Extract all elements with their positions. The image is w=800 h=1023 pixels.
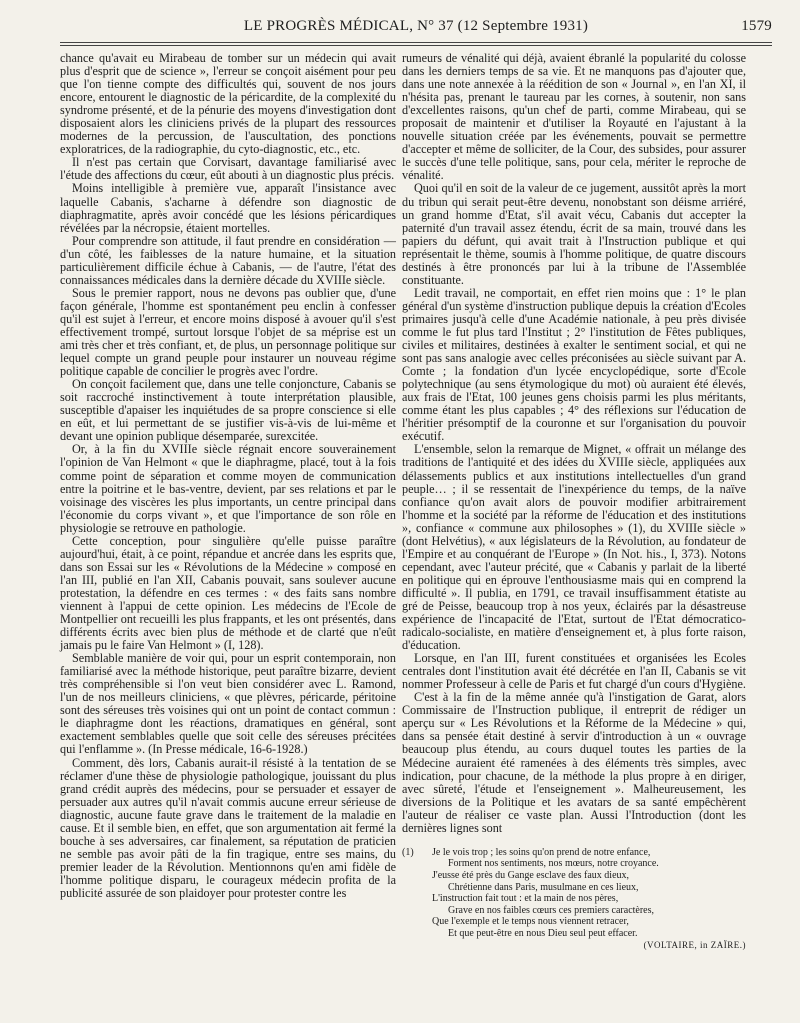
paragraph: C'est à la fin de la même année qu'à l'instigation de Garat, alors Commissaire de l'Instruction publique, il entreprit de rédiger un aperçu sur « Les Révolutions et la Réforme de la Médecine » qui, dans sa pensée était destiné à servir d'introduction à un « ouvrage beaucoup plus étendu, au cours duquel toutes les parties de la Médecine auraient été ramenées à des éléments très simples, avec indication, pour chacune, de la méthode la plus propre à en diriger, avec sûreté, l'étude et l'enseignement ». Malheureusement, les diversions de la Politique et les avatars de sa santé empêchèrent l'auteur de réaliser ce vaste plan. Aussi l'Introduction (dont les dernières lignes sont	[402, 690, 746, 835]
verse-line: Chrétienne dans Paris, musulmane en ces lieux,	[448, 881, 639, 893]
verse-line: Grave en nos faibles cœurs ces premiers caractères,	[448, 904, 655, 916]
footnote-mark: (1)	[402, 846, 414, 858]
paragraph: Comment, dès lors, Cabanis aurait-il résisté à la tentation de se réclamer d'une thèse de physiologie pathologique, jouissant du plus grand crédit auprès des médecins, pour se persuader et essayer de persuader aux autres qu'il n'avait commis aucune erreur sérieuse de diagnostic, aucune faute grave dans le traitement de la maladie en cause. Et il semble bien, en effet, que son argumentation ait fermé la bouche à ses adversaires, car finalement, sa réputation de praticien ne semble pas avoir pâti de la fin tragique, entre ses mains, du premier leader de la Révolution. Mentionnons qu'en ami fidèle de l'homme politique disparu, le courageux médecin profita de la publicité assurée de son plaidoyer pour protester contre les	[60, 755, 396, 900]
verse-line: J'eusse été près du Gange esclave des faux dieux,	[432, 870, 630, 881]
paragraph: Semblable manière de voir qui, pour un esprit contemporain, non familiarisé avec la méthode historique, peut paraître bizarre, devient très compréhensible si l'on veut bien considérer avec L. Ramond, l'un de nos meilleurs cliniciens, « que plèvres, péricarde, péritoine sont des séreuses très voisines qui ont un point de contact commun : le diaphragme dont les réactions, dramatiques en général, sont exactement semblables quelle que soit celle des séreuses précitées qui l'enflamme ». (In Presse médicale, 16-6-1928.)	[60, 651, 396, 757]
paragraph: L'ensemble, selon la remarque de Mignet, « offrait un mélange des traditions de l'antiquité et des idées du XVIIIe siècle, appliquées aux délassements publics et aux institutions intellectuelles d'un grand peuple… ; il se ressentait de l'inexpérience du temps, de la naïve confiance qu'on avait alors de pouvoir modifier arbitrairement l'homme et la société par la réforme de l'éducation et des institutions », confiance « commune aux philosophes » (1), du XVIIIe siècle » (dont Helvétius), « aux législateurs de la Révolution, au fondateur de l'Empire et au conquérant de l'Europe » (In Not. his., I, 373). Notons cependant, avec l'auteur précité, que « Cabanis y parlait de la liberté en politique qui en éprouve l'enthousiasme mais qui en comprend la difficulté ». Il publia, en 1791, ce travail insuffisamment étatiste au gré de Peisse, beaucoup trop à nos yeux, éclairés par la désastreuse expérience de l'incapacité de l'Etat, surtout de l'Etat démocratico-radicalo-socialiste, en matière d'enseignement et, à plus forte raison, d'éducation.	[402, 442, 746, 653]
paragraph: On conçoit facilement que, dans une telle conjoncture, Cabanis se soit raccroché instinctivement à toute interprétation plausible, susceptible d'apaiser les inquiétudes de sa propre conscience si elle en eût, et lui permettant de se justifier vis-à-vis de lui-même et devant une opinion publique désemparée, surexcitée.	[60, 377, 396, 444]
paragraph: rumeurs de vénalité qui déjà, avaient ébranlé la popularité du colosse dans les derniers temps de sa vie. Et ne manquons pas d'ajouter que, dans une note annexée à la réédition de son « Journal », en l'an XI, il n'hésita pas, prenant le taureau par les cornes, à soutenir, non sans d'excellentes raisons, qu'un chef de parti, comme Mirabeau, qui se proposait de maintenir et d'utiliser la Royauté en l'ajustant à la nouvelle situation créée par les événements, pouvait se permettre d'accepter et même de solliciter, de la Cour, des subsides, pour assurer le succès d'une telle politique, sans, pour cela, mériter le reproche de vénalité.	[402, 51, 746, 183]
paragraph: Moins intelligible à première vue, apparaît l'insistance avec laquelle Cabanis, s'acharne à défendre son diagnostic de diaphragmatite, après avoir concédé que les lésions péricardiques révélées par la nécropsie, étaient mortelles.	[60, 181, 396, 235]
verse-line: Que l'exemple et le temps nous viennent retracer,	[432, 916, 629, 928]
paragraph: Il n'est pas certain que Corvisart, davantage familiarisé avec l'étude des affections du cœur, eût abouti à un diagnostic plus précis.	[60, 155, 396, 183]
journal-title: LE PROGRÈS MÉDICAL, N° 37 (12 Septembre 1931)	[243, 18, 589, 34]
paragraph: Quoi qu'il en soit de la valeur de ce jugement, aussitôt après la mort du tribun qui serait peut-être devenu, nonobstant son déisme arriéré, un grand homme d'Etat, s'il avait vécu, Cabanis dut accepter la paternité d'un travail assez étendu, écrit de sa main, trouvé dans les papiers du défunt, qui avait trait à l'Instruction publique et qui représentait le thème, soumis à l'homme politique, de quatre discours destinés à être prononcés par lui à la tribune de l'Assemblée constituante.	[402, 181, 746, 287]
paragraph: Pour comprendre son attitude, il faut prendre en considération — d'un côté, les faiblesses de la nature humaine, et la situation particulièrement difficile échue à Cabanis, — de l'autre, l'état des connaissances médicales dans la dernière décade du XVIIIe siècle.	[60, 233, 396, 287]
paragraph: Ledit travail, ne comportait, en effet rien moins que : 1° le plan général d'un système d'instruction publique depuis la création d'Ecoles primaires jusqu'à celle d'une Académie nationale, à peu près divisée comme le fut plus tard l'Institut ; 2° l'institution de Fêtes publiques, civiles et militaires, destinées à exalter le sentiment social, et qui ne sont pas sans analogie avec celles préconisées au siècle suivant par A. Comte ; la fondation d'un lycée encyclopédique, sorte d'Ecole polytechnique (au sens étymologique du mot) où auraient été élevés, aux frais de l'Etat, 100 jeunes gens choisis parmi les plus méritants, comme étant les plus capables ; 4° des réflexions sur l'éducation de l'héritier présomptif de la couronne et sur l'organisation du pouvoir exécutif.	[402, 285, 746, 444]
right-column	[402, 52, 746, 951]
paragraph: Or, à la fin du XVIIIe siècle régnait encore souverainement l'opinion de Van Helmont « que le diaphragme, placé, tout à la fois comme point de séparation et comme moyen de communication entre la poitrine et le bas-ventre, devient, par ses relations et par le voisinage des viscères les plus importants, un centre principal dans l'économie du corps vivant », et que l'importance de son rôle en physiologie se retrouve en pathologie.	[60, 442, 396, 535]
paragraph: Cette conception, pour singulière qu'elle puisse paraître aujourd'hui, était, à ce point, répandue et ancrée dans les esprits que, dans son Essai sur les « Révolutions de la Médecine » composé en l'an III, publié en l'an XII, Cabanis pouvait, sans soulever aucune protestation, la défendre en ces termes : « des faits sans nombre viennent à l'appui de cette opinion. Les médecins de l'Ecole de Montpellier ont recueilli les plus frappants, et les ont présentés, dans différents écrits avec bien plus de méthode et de clarté que n'eût jamais pu le faire Van Helmont » (I, 128).	[60, 533, 396, 653]
verse-line: Forment nos sentiments, nos mœurs, notre croyance.	[448, 858, 659, 870]
footnote	[402, 847, 746, 951]
right-column-body	[402, 52, 746, 835]
page-number: 1579	[741, 18, 772, 34]
verse-line: Et que peut-être en nous Dieu seul peut effacer.	[448, 927, 638, 939]
paragraph: Sous le premier rapport, nous ne devons pas oublier que, d'une façon générale, l'homme est spontanément peu enclin à confesser qu'il est sujet à l'erreur, et encore moins disposé à avouer qu'il s'est effectivement trompé, surtout lorsque l'objet de sa méprise est un ami très cher et très confiant, et, de plus, un personnage politique sur lequel compte un grand peuple pour instaurer un nouveau régime politique capable de concilier le progrès avec l'ordre.	[60, 285, 396, 379]
running-header	[60, 18, 772, 40]
verse-line: L'instruction fait tout : et la main de nos pères,	[432, 893, 619, 905]
paragraph: Lorsque, en l'an III, furent constituées et organisées les Ecoles centrales dont l'institution avait été décrétée en l'an II, Cabanis se vit nommer Professeur à celle de Paris et fut chargé d'un cours d'Hygiène.	[402, 651, 746, 692]
verse-line: Je le vois trop ; les soins qu'on prend de notre enfance,	[432, 846, 651, 858]
footnote-signature: (VOLTAIRE, in ZAÏRE.)	[643, 939, 746, 950]
left-column	[60, 52, 396, 900]
header-rule	[60, 42, 772, 46]
paragraph: chance qu'avait eu Mirabeau de tomber sur un médecin qui avait plus d'esprit que de science », l'erreur se conçoit aisément pour peu que l'on tienne compte des difficultés qui, souvent de nos jours encore, entourent le diagnostic de la péricardite, de la complexité du syndrome présenté, et de la pénurie des moyens d'investigation dont disposaient alors les cliniciens privés de la plupart des ressources modernes de la percussion, de l'auscultation, des ponctions exploratrices, de la radiographie, du cyto-diagnostic, etc., etc.	[60, 51, 396, 157]
footnote-verse	[432, 847, 746, 940]
